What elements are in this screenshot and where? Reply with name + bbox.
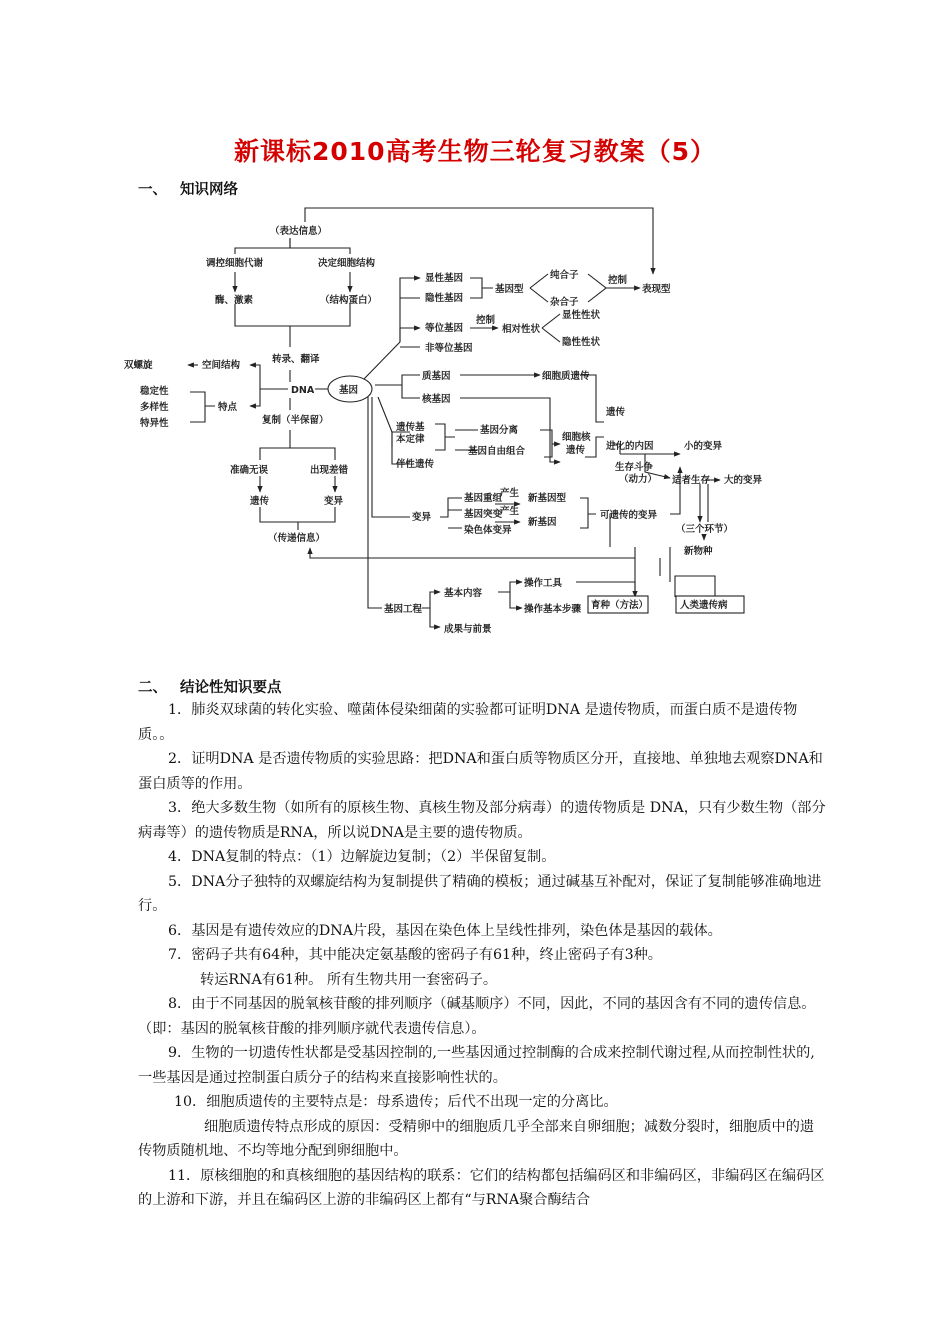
label-struct-protein: （结构蛋白） — [320, 295, 378, 306]
conclusion-item: 2．证明DNA 是否遗传物质的实验思路：把DNA和蛋白质等物质区分开，直接地、单独地去观察DNA和蛋白质等的作用。 — [138, 751, 823, 792]
label-fittest: 适者生存 — [672, 475, 711, 486]
label-heredity: 遗传 — [250, 496, 270, 507]
label-regulate: 调控细胞代谢 — [206, 258, 264, 269]
label-control1: 控制 — [608, 275, 628, 286]
label-control2: 控制 — [476, 315, 496, 326]
conclusion-item: 4．DNA复制的特点：（1）边解旋边复制；（2）半保留复制。 — [168, 849, 556, 865]
label-dna: DNA — [291, 385, 315, 396]
label-nuclear-inherit-2: 遗传 — [566, 445, 586, 456]
label-nuclear-gene: 核基因 — [422, 394, 451, 405]
conclusion-item: 9．生物的一切遗传性状都是受基因控制的,一些基因通过控制酶的合成来控制代谢过程,从而控制性状的,一些基因是通过控制蛋白质分子的结构来直接影响性状的。 — [138, 1045, 815, 1086]
section-label: 知识网络 — [180, 182, 238, 198]
label-stability: 稳定性 — [140, 386, 169, 397]
label-human-disease: 人类遗传病 — [680, 600, 728, 611]
label-recombination: 基因重组 — [464, 493, 503, 504]
section-number: 二、 — [138, 680, 167, 696]
conclusion-item: 5．DNA分子独特的双螺旋结构为复制提供了精确的模板；通过碱基互补配对，保证了复制能够准确地进行。 — [138, 873, 822, 914]
label-error: 出现差错 — [310, 465, 349, 476]
label-dominant-trait: 显性性状 — [562, 310, 601, 321]
label-replicate: 复制（半保留） — [262, 415, 329, 426]
label-heterozygote: 杂合子 — [550, 297, 579, 308]
conclusion-item: 1．肺炎双球菌的转化实验、噬菌体侵染细菌的实验都可证明DNA 是遗传物质，而蛋白质不是遗传物质。。 — [138, 702, 798, 743]
label-nuclear-inherit-1: 细胞核 — [562, 432, 591, 443]
label-basic-content: 基本内容 — [444, 588, 483, 599]
label-homozygote: 纯合子 — [550, 270, 579, 281]
label-small-var: 小的变异 — [684, 441, 723, 452]
conclusion-item: 6．基因是有遗传效应的DNA片段，基因在染色体上呈线性排列，染色体是基因的载体。 — [168, 922, 722, 939]
label-produce1: 产生 — [500, 488, 520, 499]
label-new-gene: 新基因 — [528, 517, 557, 528]
section-heading-2 — [138, 676, 282, 697]
conclusion-list — [138, 698, 828, 1213]
label-results: 成果与前景 — [444, 624, 492, 635]
section-label: 结论性知识要点 — [180, 680, 282, 696]
label-new-genotype: 新基因型 — [528, 493, 567, 504]
conclusion-item: 10．细胞质遗传的主要特点是：母系遗传；后代不出现一定的分离比。 — [174, 1094, 618, 1110]
conclusion-item: 11．原核细胞的和真核细胞的基因结构的联系：它们的结构都包括编码区和非编码区，非编码区在编码区的上游和下游，并且在编码区上游的非编码区上都有“与RNA聚合酶结合 — [138, 1167, 825, 1208]
label-dominant-gene: 显性基因 — [425, 273, 464, 284]
label-transcribe: 转录、翻译 — [272, 354, 320, 365]
label-recessive-gene: 隐性基因 — [425, 293, 464, 304]
label-accurate: 准确无误 — [230, 465, 269, 476]
page-title: 新课标2010高考生物三轮复习教案（5） — [234, 137, 716, 166]
diagram-svg — [110, 192, 810, 642]
label-spatial: 空间结构 — [202, 360, 241, 371]
label-determine: 决定细胞结构 — [318, 258, 376, 269]
label-segregation: 基因分离 — [480, 425, 519, 436]
label-features: 特点 — [218, 402, 238, 413]
label-produce2: 产生 — [500, 506, 520, 517]
label-chrom-var: 染色体变异 — [464, 525, 512, 536]
label-gene: 基因 — [339, 385, 359, 396]
conclusion-item: 3．绝大多数生物（如所有的原核生物、真核生物及部分病毒）的遗传物质是 DNA，只有少数生物（部分病毒等）的遗传物质是RNA，所以说DNA是主要的遗传物质。 — [138, 800, 826, 841]
label-cyto-inherit: 细胞质遗传 — [542, 371, 590, 382]
label-internal-cause: 进化的内因 — [606, 441, 654, 452]
label-double-helix: 双螺旋 — [124, 360, 153, 371]
label-genetic-eng: 基因工程 — [384, 604, 423, 615]
label-diversity: 多样性 — [140, 402, 169, 413]
label-express-info: （表达信息） — [270, 226, 328, 237]
label-steps: 操作基本步骤 — [524, 604, 582, 615]
label-phenotype: 表现型 — [642, 284, 671, 295]
conclusion-item: 8．由于不同基因的脱氧核苷酸的排列顺序（碱基顺序）不同，因此，不同的基因含有不同的遗传信息。（即：基因的脱氧核苷酸的排列顺序就代表遗传信息）。 — [138, 996, 816, 1037]
knowledge-network-diagram — [110, 192, 810, 642]
label-basic-law-1: 遗传基 — [396, 422, 425, 433]
label-new-species: 新物种 — [684, 546, 713, 557]
label-plasmagene: 质基因 — [422, 371, 451, 382]
label-tools: 操作工具 — [524, 578, 563, 589]
label-assortment: 基因自由组合 — [468, 446, 526, 457]
label-gene-mutation: 基因突变 — [464, 509, 503, 520]
label-struggle-1: 生存斗争 — [615, 462, 654, 473]
label-allele: 等位基因 — [425, 323, 464, 334]
label-heritable-var: 可遗传的变异 — [600, 510, 658, 521]
label-enzyme: 酶、激素 — [215, 295, 254, 306]
label-specificity: 特异性 — [140, 418, 169, 429]
label-three-links: （三个环节） — [676, 524, 734, 535]
label-breeding: 育种（方法） — [591, 600, 649, 611]
label-genotype: 基因型 — [495, 284, 524, 295]
conclusion-item: 转运RNA有61种。 所有生物共用一套密码子。 — [200, 971, 498, 988]
section-number: 一、 — [138, 182, 167, 198]
label-struggle-2: （动力） — [619, 474, 658, 485]
label-basic-law-2: 本定律 — [396, 434, 425, 445]
conclusion-item: 7．密码子共有64种，其中能决定氨基酸的密码子有61种，终止密码子有3种。 — [168, 947, 662, 963]
label-inherit-right: 遗传 — [606, 407, 626, 418]
label-relative-trait: 相对性状 — [502, 324, 541, 335]
label-nonallele: 非等位基因 — [425, 343, 473, 354]
label-recessive-trait: 隐性性状 — [562, 337, 601, 348]
label-large-var: 大的变异 — [724, 475, 763, 486]
label-transmit: （传递信息） — [268, 533, 326, 544]
conclusion-item: 细胞质遗传特点形成的原因：受精卵中的细胞质几乎全部来自卵细胞；减数分裂时，细胞质中的遗传物质随机地、不均等地分配到卵细胞中。 — [138, 1118, 815, 1159]
label-variation: 变异 — [324, 496, 344, 507]
label-mutation: 变异 — [412, 512, 432, 523]
label-sex-linked: 伴性遗传 — [396, 459, 435, 470]
